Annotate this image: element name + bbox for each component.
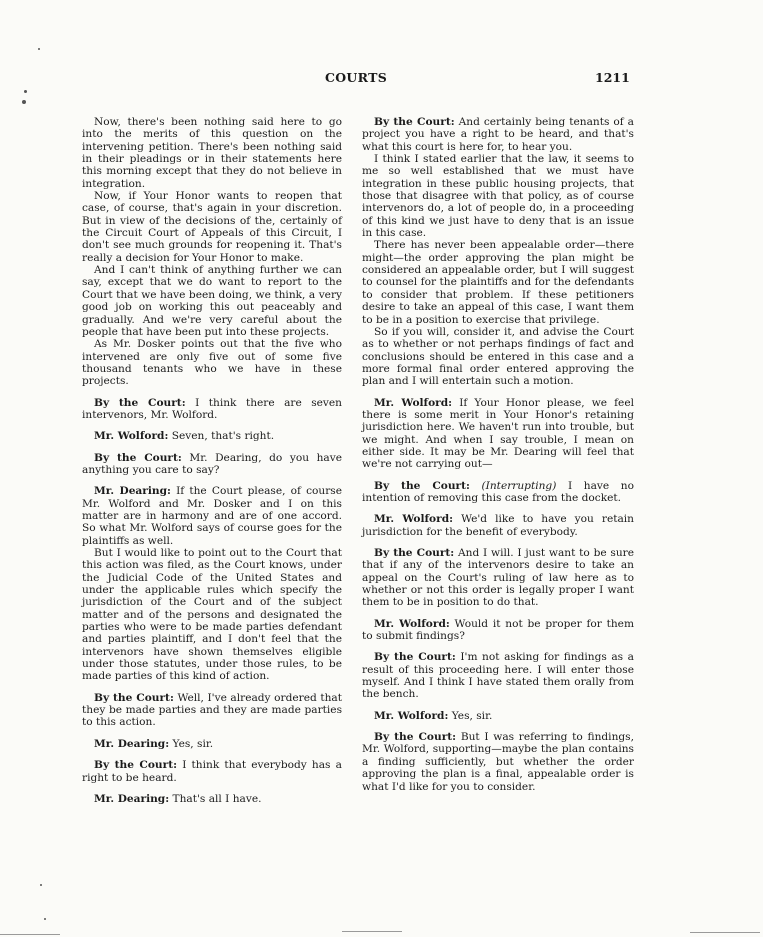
speaker-label: By the Court: — [94, 759, 178, 772]
speaker-label: Mr. Wolford: — [374, 617, 450, 630]
speaker-label: By the Court: — [374, 547, 455, 559]
scan-speck — [44, 918, 46, 920]
speaker-paragraph: Mr. Wolford: If Your Honor please, we feel there is some merit in Your Honor's retaining jurisdiction here. We haven't run into trouble, but we might. And when I say trouble, I mean on either side. It may be Mr. Dearing will feel that we're not carrying out— — [362, 396, 634, 471]
speaker-paragraph: By the Court: I think that everybody has a right to be heard. — [82, 759, 342, 784]
speaker-paragraph: By the Court: (Interrupting) I have no intention of removing this case from the docket. — [362, 479, 634, 504]
paragraph: There has never been appealable order—there might—the order approving the plan might be considered an appealable order, but I will suggest to counsel for the plaintiffs and for the defendants to consider that problem. If these petitioners desire to take an appeal of this case, I want them to be in a position to exercise that privilege. — [362, 239, 634, 326]
paragraph: But I would like to point out to the Court that this action was filed, as the Court knows, under the Judicial Code of the United States and under the applicable rules which specify the jurisdiction of the Court and of the subject matter and of the persons and designated the parties who were to be made parties defendant and parties plaintiff, and I don't feel that the intervenors have shown themselves eligible under those statutes, under those rules, to be made parties of this kind of action. — [82, 547, 342, 683]
speaker-paragraph: By the Court: Well, I've already ordered that they be made parties and they are made parties to this action. — [82, 691, 342, 729]
speaker-label: Mr. Dearing: — [94, 737, 170, 750]
scan-speck — [38, 48, 40, 50]
paragraph: I think I stated earlier that the law, it seems to me so well established that we must have integration in these public housing projects, that those that disagree with that policy, as of course intervenors do, a lot of people do, in a proceeding of this kind we just have to deny that is an issue in this case. — [362, 153, 634, 240]
speaker-paragraph: By the Court: And I will. I just want to be sure that if any of the intervenors desire to take an appeal on the Court's ruling of law here as to whether or not this order is legally proper I want them to be in position to do that. — [362, 547, 634, 609]
scan-speck — [40, 884, 42, 886]
speaker-label: By the Court: — [94, 691, 174, 704]
page-title: COURTS — [325, 70, 388, 85]
page-number: 1211 — [595, 70, 630, 85]
running-header — [0, 70, 763, 90]
speaker-paragraph: By the Court: I'm not asking for findings as a result of this proceeding here. I will enter those myself. And I think I have stated them orally from the bench. — [362, 651, 634, 701]
speaker-label: By the Court: — [94, 396, 186, 409]
speaker-label: By the Court: — [374, 651, 456, 664]
scan-line — [690, 932, 760, 933]
speaker-label: By the Court: — [94, 451, 182, 464]
speaker-paragraph: Mr. Dearing: Yes, sir. — [94, 737, 214, 750]
speaker-paragraph: Mr. Wolford: Would it not be proper for them to submit findings? — [362, 617, 634, 643]
speaker-label: By the Court: — [374, 116, 455, 128]
speaker-paragraph: Mr. Wolford: Yes, sir. — [374, 709, 493, 722]
paragraph: Now, there's been nothing said here to go into the merits of this question on the intervening petition. There's been nothing said in their pleadings or in their statements here this morning except that they do not believe in integration. — [82, 116, 342, 190]
speaker-paragraph: By the Court: Mr. Dearing, do you have anything you care to say? — [82, 451, 343, 476]
scan-speck — [24, 90, 27, 93]
scan-speck — [22, 100, 26, 104]
right-column — [362, 116, 634, 793]
speaker-paragraph: By the Court: I think there are seven intervenors, Mr. Wolford. — [82, 396, 342, 421]
paragraph: So if you will, consider it, and advise the Court as to whether or not perhaps findings of fact and conclusions should be entered in this case and a more formal final order entered approving the plan and I will entertain such a motion. — [362, 325, 634, 388]
scan-line — [342, 931, 402, 932]
speaker-label: Mr. Dearing: — [94, 485, 171, 498]
speaker-label: By the Court: — [374, 479, 470, 492]
speaker-label: By the Court: — [374, 731, 457, 744]
scan-line — [0, 934, 60, 935]
speaker-paragraph: By the Court: But I was referring to findings, Mr. Wolford, supporting—maybe the plan contains a finding sufficiently, but whether the order approving the plan is a final, appealable order is what I'd like for you to consider. — [362, 731, 634, 793]
speaker-label: Mr. Wolford: — [374, 396, 453, 409]
paragraph: As Mr. Dosker points out that the five who intervened are only five out of some five thousand tenants who we have in these projects. — [82, 338, 342, 388]
speaker-paragraph: Mr. Dearing: If the Court please, of course Mr. Wolford and Mr. Dosker and I on this matter are in harmony and are of one accord. So what Mr. Wolford says of course goes for the plaintiffs as well. — [82, 485, 342, 547]
paragraph: Now, if Your Honor wants to reopen that case, of course, that's again in your discretion. But in view of the decisions of the, certainly of the Circuit Court of Appeals of this Circuit, I don't see much grounds for reopening it. That's really a decision for Your Honor to make. — [82, 190, 342, 264]
stage-direction: (Interrupting) — [481, 479, 557, 492]
speaker-label: Mr. Dearing: — [94, 792, 170, 805]
left-column — [82, 116, 342, 805]
speaker-paragraph: Mr. Wolford: We'd like to have you retain jurisdiction for the benefit of everybody. — [362, 513, 634, 538]
speaker-paragraph: By the Court: And certainly being tenants of a project you have a right to be heard, and that's what this court is here for, to hear you. — [362, 116, 634, 153]
speaker-label: Mr. Wolford: — [94, 430, 169, 443]
speaker-label: Mr. Wolford: — [374, 513, 454, 526]
speaker-paragraph: Mr. Wolford: Seven, that's right. — [94, 430, 275, 443]
speaker-label: Mr. Wolford: — [374, 709, 449, 722]
paragraph: And I can't think of anything further we can say, except that we do want to report to the Court that we have been doing, we think, a very good job on working this out peaceably and gradually. And we're very careful about the people that have been put into these projects. — [82, 264, 342, 338]
speaker-paragraph: Mr. Dearing: That's all I have. — [94, 792, 262, 805]
